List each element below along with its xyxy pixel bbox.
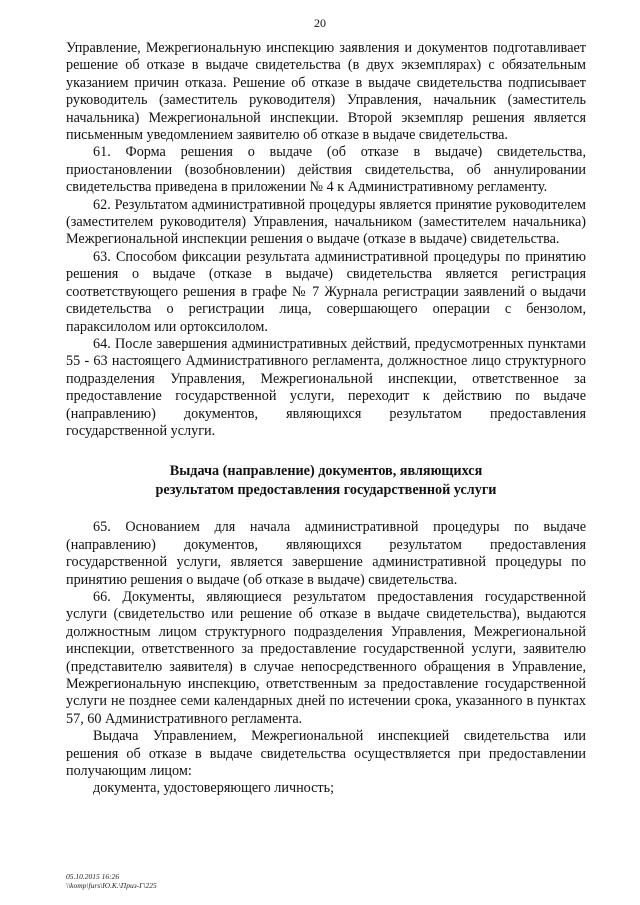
- paragraph-66: 66. Документы, являющиеся результатом предоставления государственной услуги (свидетельство или решение об отказе в выдаче свидетельства), выдаются должностным лицом структурного подразделения Управления, Межрегиональной инспекции, ответственного за предоставление государственной услуги, заявителю (представителю заявителя) в случае непосредственного обращения в Управление, Межрегиональную инспекцию, ответственным за предоставление государственной услуги не позднее семи календарных дней по истечении срока, указанного в пунктах 57, 60 Административного регламента.: [66, 588, 586, 727]
- document-footer: [66, 872, 157, 890]
- section-heading-line-1: Выдача (направление) документов, являющихся: [169, 463, 483, 480]
- section-heading: [66, 462, 586, 500]
- paragraph-62: 62. Результатом административной процедуры является принятие руководителем (заместителем руководителя) Управления, начальником (заместителем начальника) Межрегиональной инспекции решения о выдаче (отказе в выдаче) свидетельства.: [66, 196, 586, 248]
- paragraph-66-issue: Выдача Управлением, Межрегиональной инспекцией свидетельства или решения об отказе в выдаче свидетельства осуществляется при предоставлении получающим лицом:: [66, 728, 586, 780]
- footer-timestamp: 05.10.2015 16:26: [66, 872, 120, 881]
- paragraph-continuation: Управление, Межрегиональную инспекцию заявления и документов подготавливает решение об отказе в выдаче свидетельства (в двух экземплярах) с обязательным указанием причин отказа. Решение об отказе в выдаче свидетельства подписывает руководитель (заместитель руководителя) Управления, начальник (заместитель начальника) Межрегиональной инспекции. Второй экземпляр решения является письменным уведомлением заявителю об отказе в выдаче свидетельства.: [66, 40, 586, 144]
- paragraph-65: 65. Основанием для начала административной процедуры по выдаче (направлению) документов, являющихся результатом предоставления государственной услуги, является завершение административной процедуры по принятию решения о выдаче (об отказе в выдаче) свидетельства.: [66, 519, 586, 588]
- paragraph-64: 64. После завершения административных действий, предусмотренных пунктами 55 - 63 настоящего Административного регламента, должностное лицо структурного подразделения Управления, Межрегиональной инспекции, ответственное за предоставление государственной услуги, переходит к действию по выдаче (направлению) документов, являющихся результатом предоставления государственной услуги.: [66, 335, 586, 439]
- paragraph-63: 63. Способом фиксации результата административной процедуры по принятию решения о выдаче (отказе в выдаче) свидетельства является регистрация соответствующего решения в графе № 7 Журнала регистрации заявлений о выдачи свидетельства о регистрации лица, совершающего операции с бензолом, параксилолом или ортоксилолом.: [66, 248, 586, 335]
- paragraph-61: 61. Форма решения о выдаче (об отказе в выдаче) свидетельства, приостановлении (возобновлении) действия свидетельства, об аннулировании свидетельства приведена в приложении № 4 к Административному регламенту.: [66, 144, 586, 196]
- paragraph-66-document: документа, удостоверяющего личность;: [93, 780, 335, 797]
- section-heading-line-2: результатом предоставления государственной услуги: [155, 482, 497, 499]
- page-number: 20: [314, 16, 326, 30]
- footer-file-path: \\komp\furs\Ю.К.\Приз-Г\225: [66, 881, 157, 890]
- document-body: [66, 40, 586, 798]
